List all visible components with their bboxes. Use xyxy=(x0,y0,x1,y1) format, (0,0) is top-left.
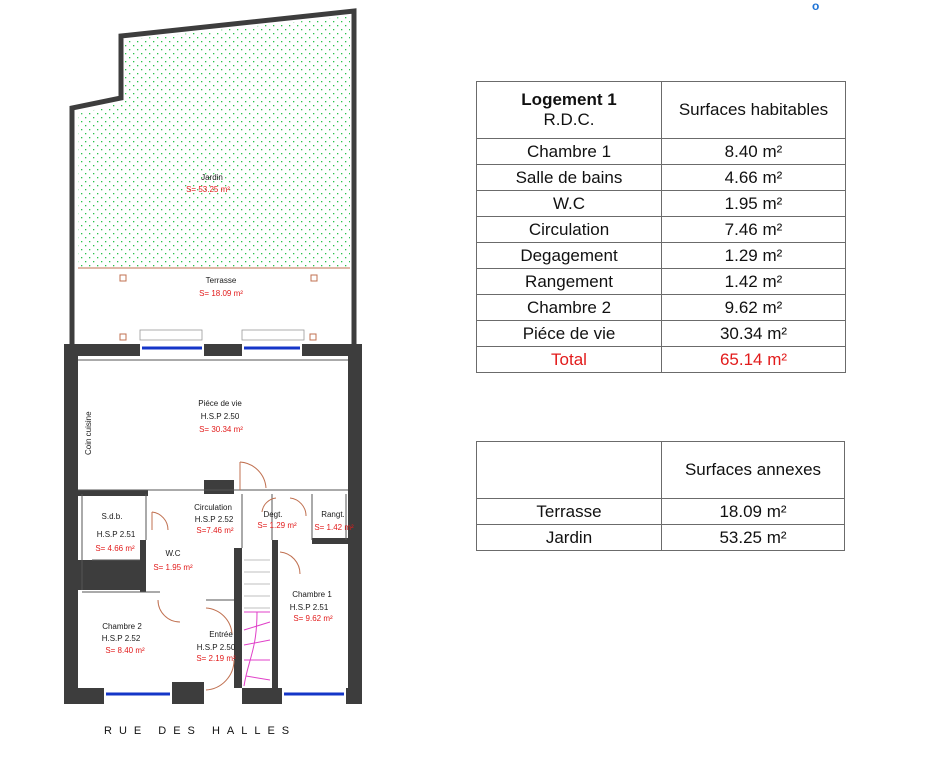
room-cell: W.C xyxy=(477,191,662,217)
room-cell: Jardin xyxy=(477,525,662,551)
terrace-post xyxy=(120,334,126,340)
room-name-degt: Degt. xyxy=(263,510,283,519)
coin-cuisine-label: Coin cuisine xyxy=(84,411,93,455)
area-cell: 1.42 m² xyxy=(662,269,846,295)
room-cell: Degagement xyxy=(477,243,662,269)
area-cell: 1.95 m² xyxy=(662,191,846,217)
room-name-circulation: Circulation xyxy=(194,503,232,512)
table-row xyxy=(477,165,846,191)
room-cell: Terrasse xyxy=(477,499,662,525)
total-value: 65.14 m² xyxy=(662,347,846,373)
area-cell: 8.40 m² xyxy=(662,139,846,165)
stair-arrow xyxy=(244,612,270,686)
room-hsp-sdb: H.S.P 2.51 xyxy=(96,530,136,539)
room-name-piece-de-vie: Piéce de vie xyxy=(198,399,242,408)
corner-mark: o xyxy=(812,0,820,13)
room-surface-terrasse: S= 18.09 m² xyxy=(199,289,243,298)
room-hsp-piece-de-vie: H.S.P 2.50 xyxy=(200,412,240,421)
area-cell: 4.66 m² xyxy=(662,165,846,191)
area-cell: 18.09 m² xyxy=(662,499,845,525)
total-label: Total xyxy=(477,347,662,373)
room-surface-degt: S= 1.29 m² xyxy=(257,521,297,530)
room-surface-wc: S= 1.95 m² xyxy=(153,563,193,572)
surfaces-habitables-header: Surfaces habitables xyxy=(662,82,846,139)
room-hsp-chambre2: H.S.P 2.52 xyxy=(101,634,141,643)
stair-steps xyxy=(244,560,270,608)
annex-surfaces-table xyxy=(476,441,845,551)
room-name-chambre1: Chambre 1 xyxy=(292,590,332,599)
room-cell: Circulation xyxy=(477,217,662,243)
room-surface-jardin: S= 53.25 m² xyxy=(186,185,230,194)
table-header-empty-cell xyxy=(477,442,662,499)
area-cell: 1.29 m² xyxy=(662,243,846,269)
room-surface-rangt: S= 1.42 m² xyxy=(314,523,354,532)
table-row xyxy=(477,217,846,243)
surfaces-annexes-header: Surfaces annexes xyxy=(662,442,845,499)
table-header-title-cell xyxy=(477,82,662,139)
room-name-entree: Entrée xyxy=(209,630,233,639)
room-name-sdb: S.d.b. xyxy=(101,512,123,521)
area-cell: 7.46 m² xyxy=(662,217,846,243)
room-cell: Chambre 2 xyxy=(477,295,662,321)
room-surface-circulation: S=7.46 m² xyxy=(196,526,234,535)
table-row xyxy=(477,321,846,347)
table-row xyxy=(477,295,846,321)
table-header-row xyxy=(477,442,845,499)
room-surface-piece-de-vie: S= 30.34 m² xyxy=(199,425,243,434)
terrace-railing xyxy=(140,330,202,340)
table-row xyxy=(477,269,846,295)
table-row xyxy=(477,191,846,217)
terrace-railing xyxy=(242,330,304,340)
room-name-terrasse: Terrasse xyxy=(205,276,237,285)
room-cell: Salle de bains xyxy=(477,165,662,191)
room-name-chambre2: Chambre 2 xyxy=(102,622,142,631)
room-surface-chambre1: S= 9.62 m² xyxy=(293,614,333,623)
room-name-wc: W.C xyxy=(165,549,181,558)
terrace-post xyxy=(120,275,126,281)
total-row xyxy=(477,347,846,373)
room-surface-chambre2: S= 8.40 m² xyxy=(105,646,145,655)
table-row xyxy=(477,525,845,551)
room-cell: Piéce de vie xyxy=(477,321,662,347)
room-hsp-chambre1: H.S.P 2.51 xyxy=(289,603,329,612)
logement-level: R.D.C. xyxy=(543,110,595,129)
room-hsp-circulation: H.S.P 2.52 xyxy=(194,515,234,524)
room-name-jardin: Jardin xyxy=(201,173,223,182)
area-cell: 53.25 m² xyxy=(662,525,845,551)
room-name-rangt: Rangt. xyxy=(321,510,345,519)
area-cell: 9.62 m² xyxy=(662,295,846,321)
table-row xyxy=(477,139,846,165)
terrace-post xyxy=(311,275,317,281)
area-cell: 30.34 m² xyxy=(662,321,846,347)
room-surface-sdb: S= 4.66 m² xyxy=(95,544,135,553)
table-row xyxy=(477,243,846,269)
table-row xyxy=(477,499,845,525)
room-hsp-entree: H.S.P 2.50 xyxy=(196,643,236,652)
habitable-surfaces-table xyxy=(476,81,846,373)
terrace-post xyxy=(310,334,316,340)
room-cell: Chambre 1 xyxy=(477,139,662,165)
logement-title: Logement 1 xyxy=(521,90,617,109)
room-surface-entree: S= 2.19 m² xyxy=(196,654,236,663)
room-cell: Rangement xyxy=(477,269,662,295)
street-name: RUE DES HALLES xyxy=(104,725,297,737)
table-header-row xyxy=(477,82,846,139)
